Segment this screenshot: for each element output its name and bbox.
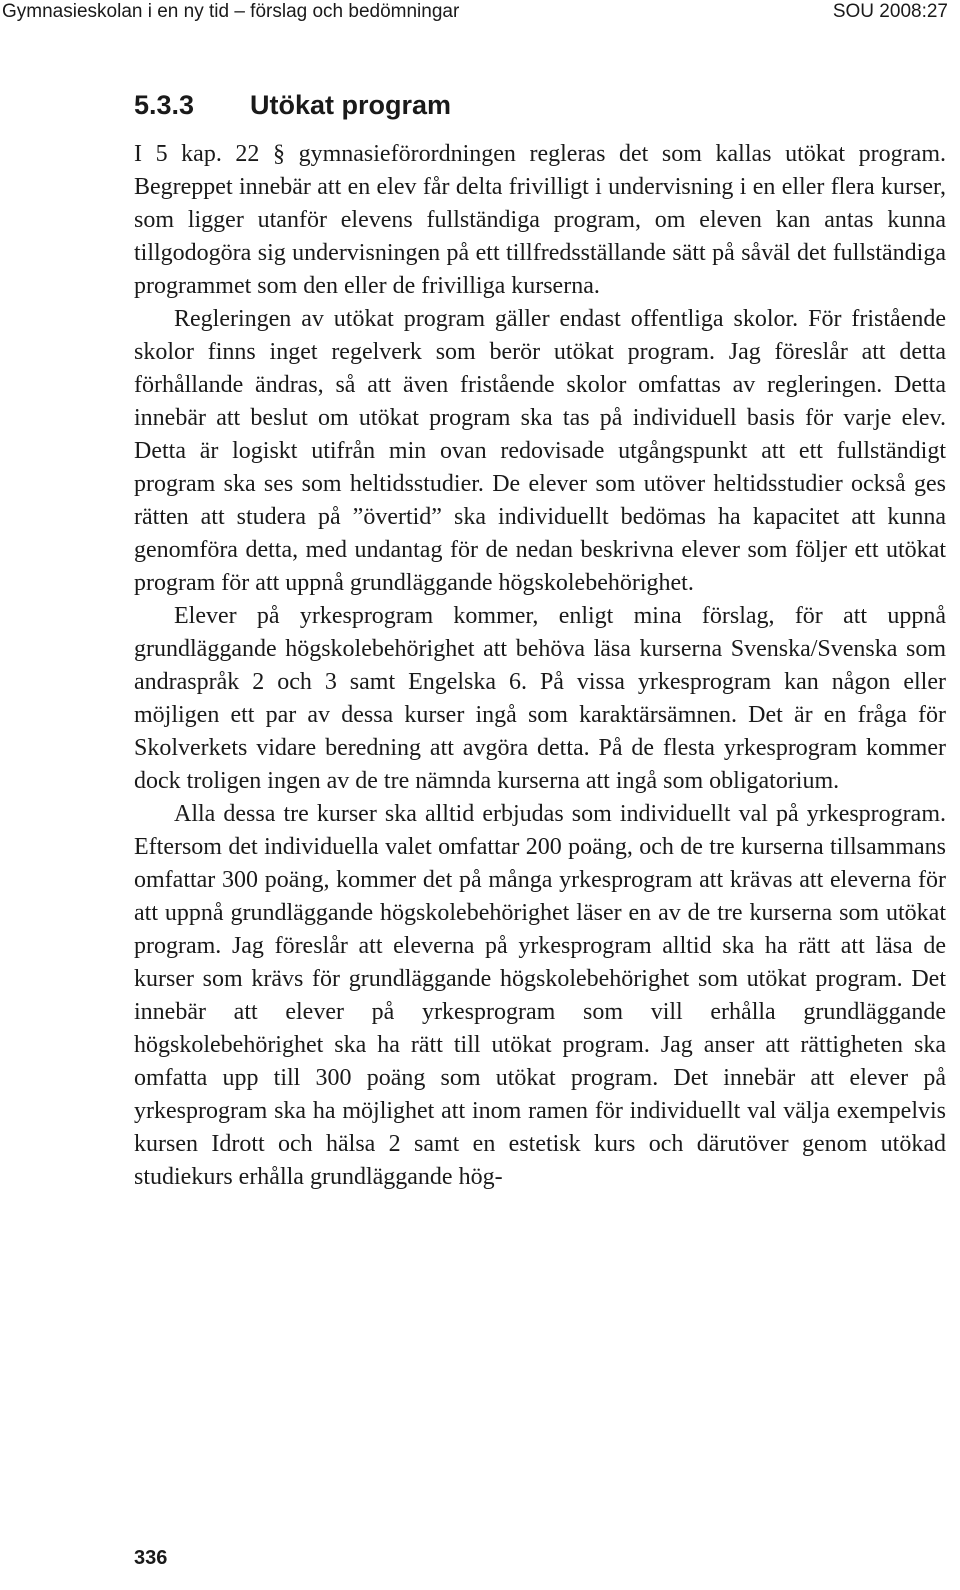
paragraph: Regleringen av utökat program gäller endast offentliga skolor. För fristående skolor finns inget regelverk som berör utökat program. Jag föreslår att detta förhållande ändras, så att även fristående skolor omfattas av regleringen. Detta innebär att beslut om utökat program ska tas på individuell basis för varje elev. Detta är logiskt utifrån min ovan redovisade utgångspunkt att ett fullständigt program ska ses som heltidsstudier. De elever som utöver heltidsstudier också ges rätten att studera på ”övertid” ska individuellt bedömas ha kapacitet att kunna genomföra detta, med undantag för de nedan beskrivna elever som följer ett utökat program för att uppnå grundläggande högskolebehörighet. — [134, 306, 946, 596]
paragraph: I 5 kap. 22 § gymnasieförordningen regleras det som kallas utökat program. Begreppet innebär att en elev får delta frivilligt i undervisning i en eller flera kurser, som ligger utanför elevens fullständiga program, om eleven kan antas kunna tillgodogöra sig undervisningen på ett tillfredsställande sätt på såväl det fullständiga programmet som den eller de frivilliga kurserna. — [134, 141, 946, 299]
paragraph: Elever på yrkesprogram kommer, enligt mina förslag, för att uppnå grundläggande högskolebehörighet att behöva läsa kurserna Svenska/Svenska som andraspråk 2 och 3 samt Engelska 6. På vissa yrkesprogram kan någon eller möjligen ett par av dessa kurser ingå som karaktärsämnen. Det är en fråga för Skolverkets vidare beredning att avgöra detta. På de flesta yrkesprogram kommer dock troligen ingen av de tre nämnda kurserna att ingå som obligatorium. — [134, 603, 946, 794]
section-number: 5.3.3 — [134, 90, 195, 120]
paragraph: Alla dessa tre kurser ska alltid erbjudas som individuellt val på yrkesprogram. Eftersom det individuella valet omfattar 200 poäng, och de tre kurserna tillsammans omfattar 300 poäng, kommer det på många yrkesprogram att krävas att eleverna för att uppnå grundläggande högskolebehörighet läser en av de tre kurserna som utökat program. Jag föreslår att eleverna på yrkesprogram alltid ska ha rätt att läsa de kurser som krävs för grundläggande högskolebehörighet som utökat program. Det innebär att elever på yrkesprogram som vill erhålla grundläggande högskolebehörighet ska ha rätt till utökat program. Jag anser att rättigheten ska omfatta upp till 300 poäng som utökat program. Det innebär att elever på yrkesprogram ska ha möjlighet att inom ramen för individuellt val välja exempelvis kursen Idrott och hälsa 2 samt en estetisk kurs och därutöver genom utökad studiekurs erhålla grundläggande hög- — [134, 801, 946, 1190]
header-publication-title: Gymnasieskolan i en ny tid – förslag och bedömningar — [2, 1, 460, 22]
section-title: Utökat program — [250, 90, 452, 120]
body-text — [134, 138, 946, 1194]
section-heading — [134, 88, 451, 122]
page-number: 336 — [134, 1547, 168, 1569]
header-report-number: SOU 2008:27 — [832, 1, 948, 22]
running-header — [0, 0, 960, 30]
